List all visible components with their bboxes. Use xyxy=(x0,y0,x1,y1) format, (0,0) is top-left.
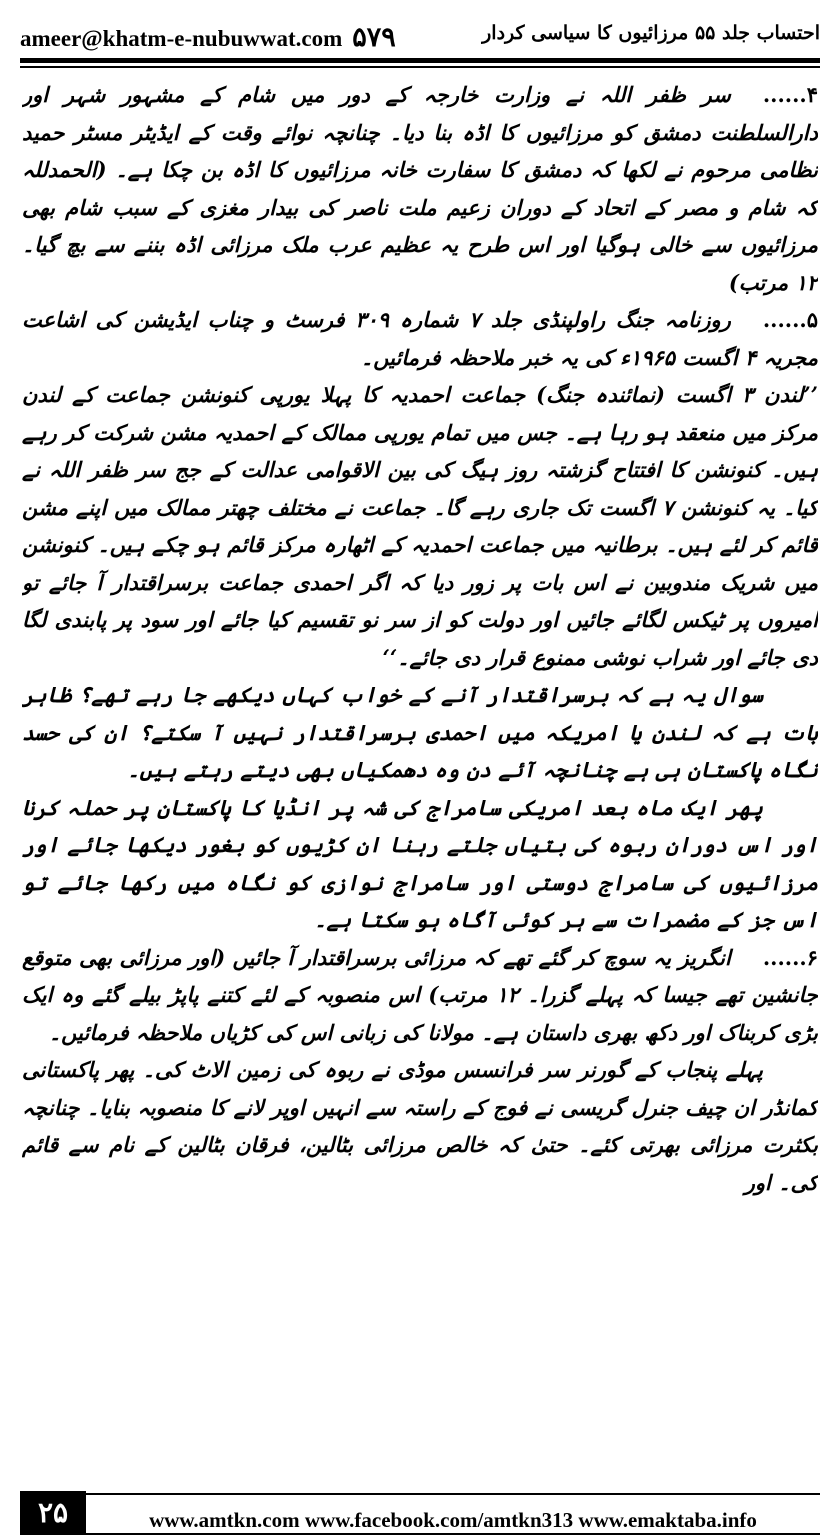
paragraph xyxy=(22,939,818,1052)
paragraph-text: سوال یہ ہے کہ برسراقتدار آنے کے خواب کہاں دیکھے جا رہے تھے؟ ظاہر بات ہے کہ لندن یا امریکہ میں احمدی برسراقتدار نہیں آ سکتے؟ ان کی حسد نگاہ پاکستان ہی ہے چنانچہ آئے دن وہ دھمکیاں بھی دیتے رہتے ہیں۔ xyxy=(22,682,818,782)
paragraph xyxy=(22,76,818,301)
header-rule-thick xyxy=(20,58,820,63)
header-page-number: ۵۷۹ xyxy=(352,22,396,52)
paragraph-number: ۵...... xyxy=(762,307,818,332)
paragraph xyxy=(22,376,818,676)
paragraph-text: پھر ایک ماہ بعد امریکی سامراج کی شہ پر انڈیا کا پاکستان پر حملہ کرنا اور اس دوران ربوہ کی بتیاں جلتے رہنا ان کڑیوں کو بغور دیکھا جائے اور مرزائیوں کی سامراج دوستی اور سامراج نوازی کو نگاہ میں رکھا جائے تو اس جز کے مضمرات سے ہر کوئی آگاہ ہو سکتا ہے۔ xyxy=(22,794,818,932)
paragraph xyxy=(22,1051,818,1201)
header-rule-thin xyxy=(20,66,820,68)
page-body xyxy=(22,76,818,1481)
paragraph-text: روزنامہ جنگ راولپنڈی جلد ۷ شمارہ ۳۰۹ فرسٹ و چناب ایڈیشن کی اشاعت مجریہ ۴ اگست ۱۹۶۵ء کی یہ خبر ملاحظہ فرمائیں۔ xyxy=(22,307,818,370)
paragraph-text: انگریز یہ سوچ کر گئے تھے کہ مرزائی برسراقتدار آ جائیں (اور مرزائی بھی متوقع جانشین تھے جیسا کہ پہلے گزرا۔ ۱۲ مرتب) اس منصوبہ کے لئے کتنے پاپڑ بیلے گئے وہ ایک بڑی کربناک اور دکھ بھری داستان ہے۔ مولانا کی زبانی اس کی کڑیاں ملاحظہ فرمائیں۔ xyxy=(22,944,818,1045)
header-book-title: احتساب جلد ۵۵ مرزائیوں کا سیاسی کردار xyxy=(482,22,820,44)
footer-rule-bottom xyxy=(86,1533,820,1535)
paragraph-number: ۴...... xyxy=(762,82,818,107)
footer-websites: www.amtkn.com www.facebook.com/amtkn313 www.emaktaba.info xyxy=(149,1508,757,1532)
header-email: ameer@khatm-e-nubuwwat.com xyxy=(20,26,343,51)
page-header xyxy=(20,16,820,56)
paragraph-number: ۶...... xyxy=(762,944,818,970)
header-left xyxy=(20,22,396,53)
paragraph xyxy=(22,301,818,376)
footer-rule-top xyxy=(86,1493,820,1495)
paragraph-text: سر ظفر اللہ نے وزارت خارجہ کے دور میں شام کے مشہور شہر اور دارالسلطنت دمشق کو مرزائیوں کا اڈہ بنا دیا۔ چنانچہ نوائے وقت کے ایڈیٹر مسٹر حمید نظامی مرحوم نے لکھا کہ دمشق کا سفارت خانہ مرزائیوں کا اڈہ بن چکا ہے۔ (الحمدللہ کہ شام و مصر کے اتحاد کے دوران زعیم ملت ناصر کی بیدار مغزی کے سبب شام بھی مرزائیوں سے خالی ہوگیا اور اس طرح یہ عظیم عرب ملک مرزائی اڈہ بننے سے بچ گیا۔ ۱۲ مرتب) xyxy=(22,82,818,295)
paragraph xyxy=(22,676,818,789)
paragraph-text: پہلے پنجاب کے گورنر سر فرانسس موڈی نے ربوہ کی زمین الاٹ کی۔ پھر پاکستانی کمانڈر ان چیف جنرل گریسی نے فوج کے راستہ سے انہیں اوپر لانے کا منصوبہ بنایا۔ چنانچہ بکثرت مرزائی بھرتی کئے۔ حتیٰ کہ خالص مرزائی بٹالین، فرقان بٹالین کے نام سے قائم کی۔ اور xyxy=(22,1057,818,1195)
footer-page-box: ۲۵ xyxy=(20,1491,86,1535)
paragraph xyxy=(22,789,818,939)
paragraph-text: ’’لندن ۳ اگست (نمائندہ جنگ) جماعت احمدیہ کا پہلا یورپی کنونشن جماعت کے لندن مرکز میں منعقد ہو رہا ہے۔ جس میں تمام یورپی ممالک کے احمدیہ مشن شرکت کر رہے ہیں۔ کنونشن کا افتتاح گزشتہ روز ہیگ کی بین الاقوامی عدالت کے جج سر ظفر اللہ نے کیا۔ یہ کنونشن ۷ اگست تک جاری رہے گا۔ جماعت نے مختلف چھتر ممالک میں اپنے مشن قائم کر لئے ہیں۔ برطانیہ میں جماعت احمدیہ کے اٹھارہ مرکز قائم ہو چکے ہیں۔ کنونشن میں شریک مندوبین نے اس بات پر زور دیا کہ اگر احمدی جماعت برسراقتدار آ جائے تو امیروں پر ٹیکس لگائے جائیں اور دولت کو از سر نو تقسیم کیا جائے اور سود پر پابندی لگا دی جائے اور شراب نوشی ممنوع قرار دی جائے۔‘‘ xyxy=(22,382,818,670)
